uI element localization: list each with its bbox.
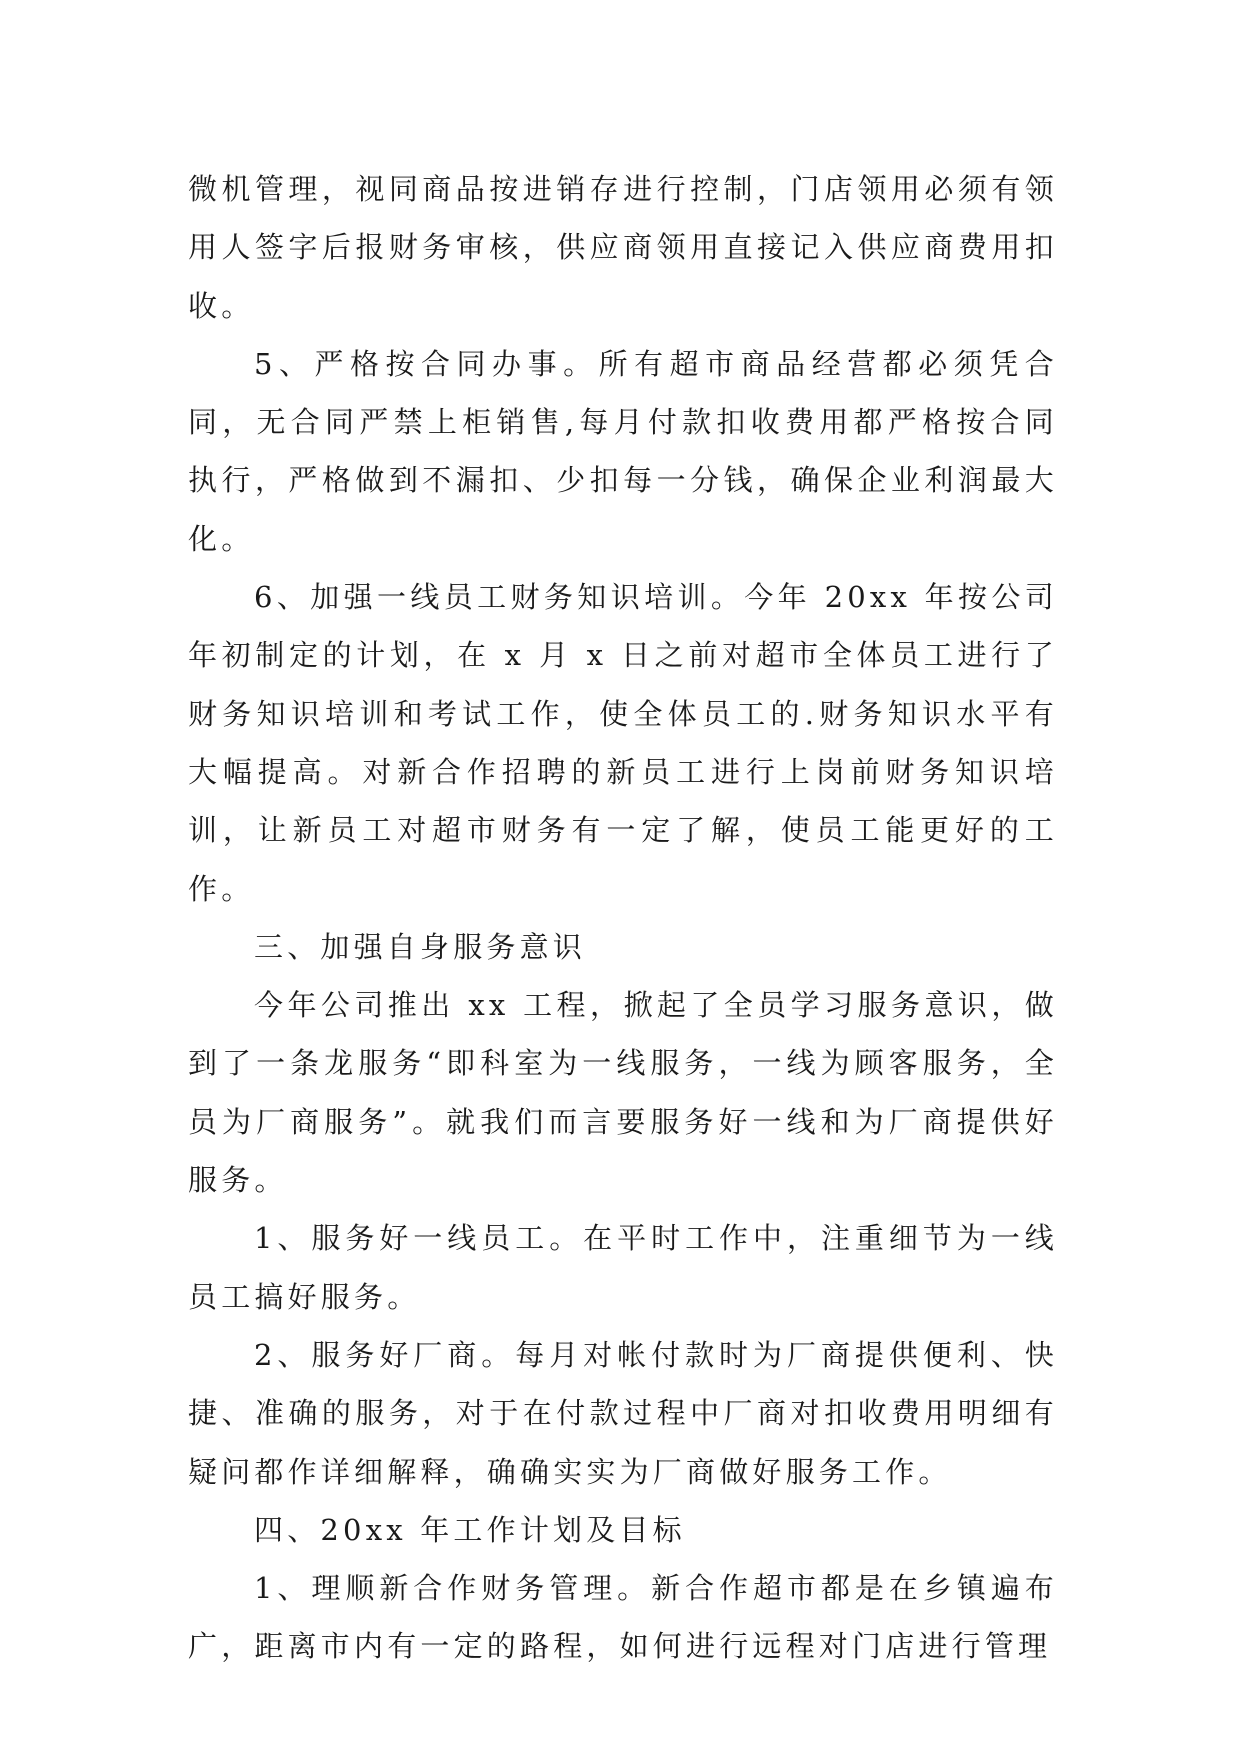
paragraph-section-4-item-1: 1、理顺新合作财务管理。新合作超市都是在乡镇遍布广，距离市内有一定的路程，如何进行远程对门店进行管理 [188, 1571, 1058, 1664]
document-body [188, 160, 1058, 1676]
paragraph-continuation: 微机管理，视同商品按进销存进行控制，门店领用必须有领用人签字后报财务审核，供应商领用直接记入供应商费用扣收。 [188, 172, 1058, 323]
paragraph-item-6: 6、加强一线员工财务知识培训。今年 20xx 年按公司年初制定的计划，在 x 月 x 日之前对超市全体员工进行了财务知识培训和考试工作，使全体员工的.财务知识水平有大幅提高。对新合作招聘的新员工进行上岗前财务知识培训，让新员工对超市财务有一定了解，使员工能更好的工作。 [188, 580, 1058, 906]
section-heading-3: 三、加强自身服务意识 [254, 929, 587, 964]
section-heading-4: 四、20xx 年工作计划及目标 [254, 1512, 686, 1547]
paragraph-section-3-item-2: 2、服务好厂商。每月对帐付款时为厂商提供便利、快捷、准确的服务，对于在付款过程中厂商对扣收费用明细有疑问都作详细解释，确确实实为厂商做好服务工作。 [188, 1337, 1058, 1489]
paragraph-item-5: 5、严格按合同办事。所有超市商品经营都必须凭合同，无合同严禁上柜销售,每月付款扣收费用都严格按合同执行，严格做到不漏扣、少扣每一分钱，确保企业利润最大化。 [188, 346, 1058, 556]
paragraph-section-3-item-1: 1、服务好一线员工。在平时工作中，注重细节为一线员工搞好服务。 [188, 1221, 1058, 1314]
paragraph-section-3-intro: 今年公司推出 xx 工程，掀起了全员学习服务意识，做到了一条龙服务“即科室为一线服务，一线为顾客服务，全员为厂商服务”。就我们而言要服务好一线和为厂商提供好服务。 [188, 988, 1058, 1198]
